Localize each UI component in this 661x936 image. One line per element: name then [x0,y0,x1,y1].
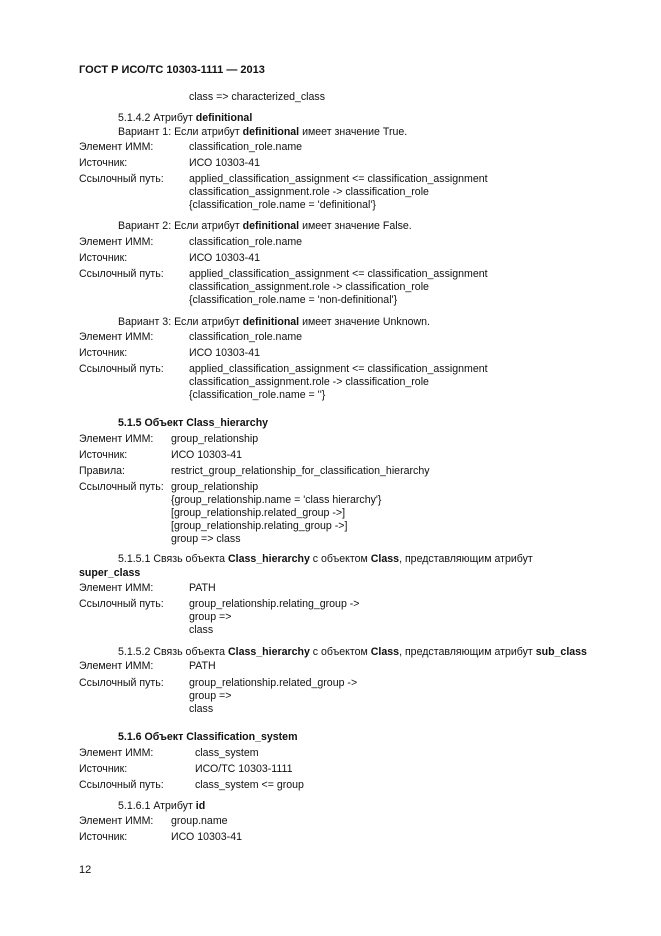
rules-value: restrict_group_relationship_for_classification_hierarchy [171,465,430,477]
source-label: Источник: [79,763,128,775]
variant-3-heading: Вариант 3: Если атрибут definitional имеет значение Unknown. [118,316,430,328]
source-value: ИСО 10303-41 [189,157,260,169]
path-line: group_relationship.related_group -> [189,677,358,689]
source-value: ИСО 10303-41 [171,449,242,461]
variant-1-heading: Вариант 1: Если атрибут definitional имеет значение True. [118,126,408,138]
source-value: ИСО/ТС 10303-1111 [195,763,293,775]
source-label: Источник: [79,347,128,359]
path-line: class [189,703,214,715]
path-line: group => [189,690,232,702]
path-line: [group_relationship.related_group ->] [171,507,346,519]
path-label: Ссылочный путь: [79,481,164,493]
path-line: classification_assignment.role -> classification_role [189,281,429,293]
imm-value: class_system [195,747,259,759]
path-line: {classification_role.name = 'non-definitional'} [189,294,398,306]
attr-definitional-heading: 5.1.4.2 Атрибут definitional [118,112,253,124]
imm-value: PATH [189,660,216,672]
path-line: classification_assignment.role -> classification_role [189,186,429,198]
source-label: Источник: [79,157,128,169]
path-label: Ссылочный путь: [79,677,164,689]
imm-label: Элемент ИММ: [79,815,154,827]
source-value: ИСО 10303-41 [171,831,242,843]
link-super-heading: 5.1.5.1 Связь объекта Class_hierarchy с объектом Class, представляющим атрибут [118,553,533,565]
variant-2-heading: Вариант 2: Если атрибут definitional имеет значение False. [118,220,412,232]
imm-label: Элемент ИММ: [79,141,154,153]
path-line: group_relationship.relating_group -> [189,598,360,610]
path-label: Ссылочный путь: [79,363,164,375]
path-line: group => class [171,533,241,545]
imm-value: classification_role.name [189,141,303,153]
imm-label: Элемент ИММ: [79,747,154,759]
source-value: ИСО 10303-41 [189,252,260,264]
attr-id-heading: 5.1.6.1 Атрибут id [118,800,206,812]
path-label: Ссылочный путь: [79,779,164,791]
path-line: group => [189,611,232,623]
path-line: group_relationship [171,481,259,493]
path-line: applied_classification_assignment <= classification_assignment [189,363,488,375]
path-line: {classification_role.name = ''} [189,389,326,401]
link-sub-heading: 5.1.5.2 Связь объекта Class_hierarchy с объектом Class, представляющим атрибут sub_class [118,646,587,658]
path-line: classification_assignment.role -> classification_role [189,376,429,388]
link-super-attribute: super_class [79,567,141,579]
imm-label: Элемент ИММ: [79,660,154,672]
path-label: Ссылочный путь: [79,268,164,280]
imm-value: classification_role.name [189,331,303,343]
path-line: applied_classification_assignment <= classification_assignment [189,173,488,185]
path-line: class [189,624,214,636]
source-label: Источник: [79,252,128,264]
path-label: Ссылочный путь: [79,173,164,185]
imm-label: Элемент ИММ: [79,331,154,343]
path-line: {group_relationship.name = 'class hierarchy'} [171,494,382,506]
document-header: ГОСТ Р ИСО/ТС 10303-1111 — 2013 [79,64,265,76]
path-label: Ссылочный путь: [79,598,164,610]
imm-value: classification_role.name [189,236,303,248]
rules-label: Правила: [79,465,125,477]
imm-label: Элемент ИММ: [79,433,154,445]
classification-system-heading: 5.1.6 Объект Classification_system [118,731,298,743]
path-line: {classification_role.name = 'definitional'} [189,199,376,211]
imm-value: group_relationship [171,433,259,445]
path-line: applied_classification_assignment <= classification_assignment [189,268,488,280]
page-number: 12 [79,864,92,876]
imm-label: Элемент ИММ: [79,236,154,248]
path-line: [group_relationship.relating_group ->] [171,520,348,532]
source-value: ИСО 10303-41 [189,347,260,359]
imm-label: Элемент ИММ: [79,582,154,594]
class-hierarchy-heading: 5.1.5 Объект Class_hierarchy [118,417,269,429]
imm-value: group.name [171,815,228,827]
top-mapping-line: class => characterized_class [189,91,326,103]
source-label: Источник: [79,449,128,461]
source-label: Источник: [79,831,128,843]
path-line: class_system <= group [195,779,304,791]
imm-value: PATH [189,582,216,594]
